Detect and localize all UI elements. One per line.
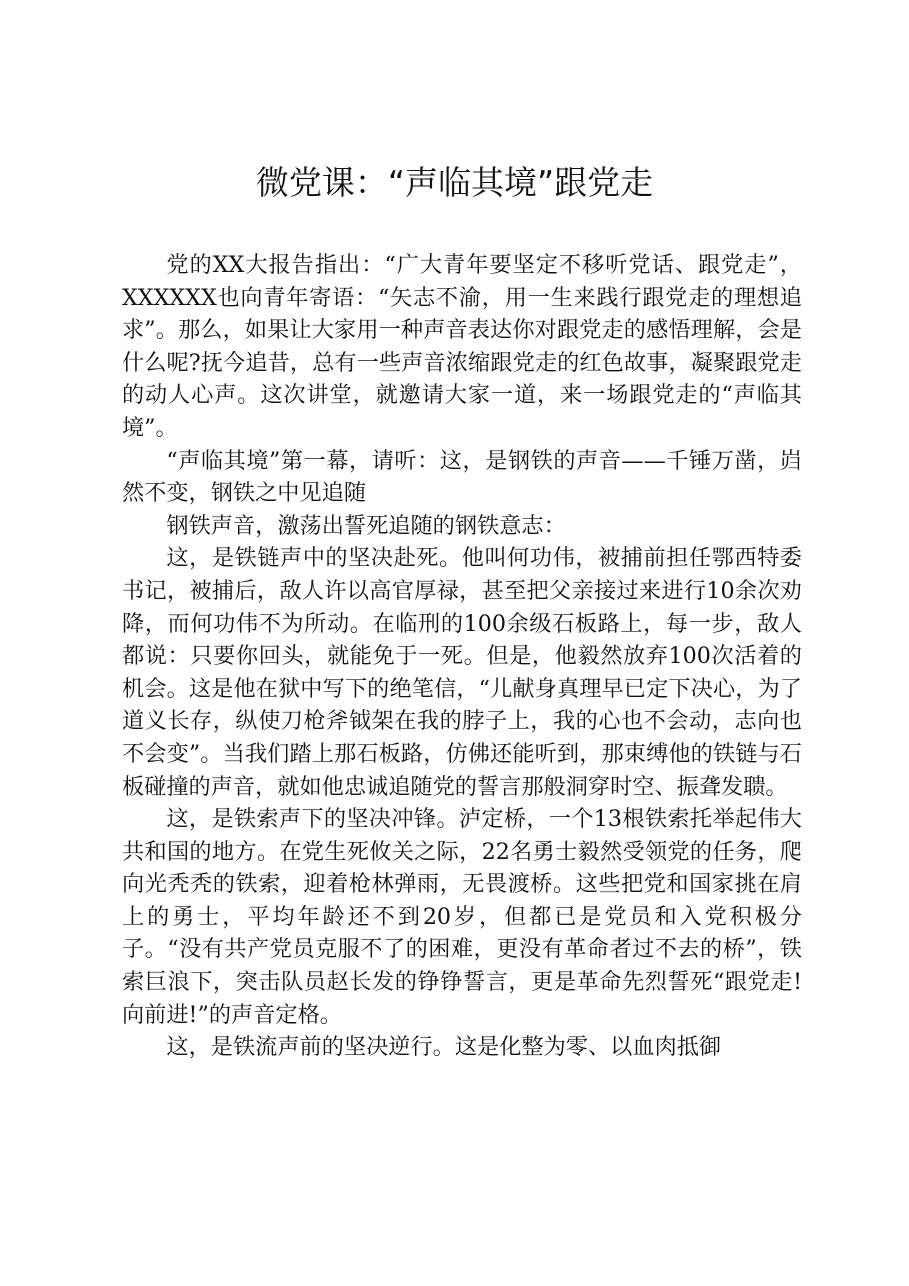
paragraph: 党的XX大报告指出：“广大青年要坚定不移听党话、跟党走”，XXXXXX也向青年寄语：“矢志不渝，用一生来践行跟党走的理想追求”。那么，如果让大家用一种声音表达你对跟党走的感悟理解，会是什么呢?抚今追昔，总有一些声音浓缩跟党走的红色故事，凝聚跟党走的动人心声。这次讲堂，就邀请大家一道，来一场跟党走的“声临其境”。	[122, 252, 802, 441]
paragraph: 这，是铁流声前的坚决逆行。这是化整为零、以血肉抵御	[166, 1034, 722, 1061]
paragraph: “声临其境”第一幕，请听：这，是钢铁的声音——千锤万凿，岿然不变，钢铁之中见追随	[122, 447, 802, 507]
paragraph: 钢铁声音，激荡出誓死追随的钢铁意志：	[166, 512, 566, 539]
paragraph: 这，是铁链声中的坚决赴死。他叫何功伟，被捕前担任鄂西特委书记，被捕后，敌人许以高官厚禄，甚至把父亲接过来进行10余次劝降，而何功伟不为所动。在临刑的100余级石板路上，每一步，敌人都说：只要你回头，就能免于一死。但是，他毅然放弃100次活着的机会。这是他在狱中写下的绝笔信，“儿献身真理早已定下决心，为了道义长存，纵使刀枪斧钺架在我的脖子上，我的心也不会动，志向也不会变”。当我们踏上那石板路，仿佛还能听到，那束缚他的铁链与石板碰撞的声音，就如他忠诚追随党的誓言那般洞穿时空、振聋发聩。	[122, 545, 802, 800]
document-body	[122, 249, 802, 1064]
paragraph: 这，是铁索声下的坚决冲锋。泸定桥，一个13根铁索托举起伟大共和国的地方。在党生死攸关之际，22名勇士毅然受领党的任务，爬向光秃秃的铁索，迎着枪林弹雨，无畏渡桥。这些把党和国家挑在肩上的勇士，平均年龄还不到20岁，但都已是党员和入党积极分子。“没有共产党员克服不了的困难，更没有革命者过不去的桥”，铁索巨浪下，突击队员赵长发的铮铮誓言，更是革命先烈誓死“跟党走!向前进!”的声音定格。	[122, 806, 802, 1028]
document-title: 微党课：“声临其境”跟党走	[255, 163, 654, 202]
